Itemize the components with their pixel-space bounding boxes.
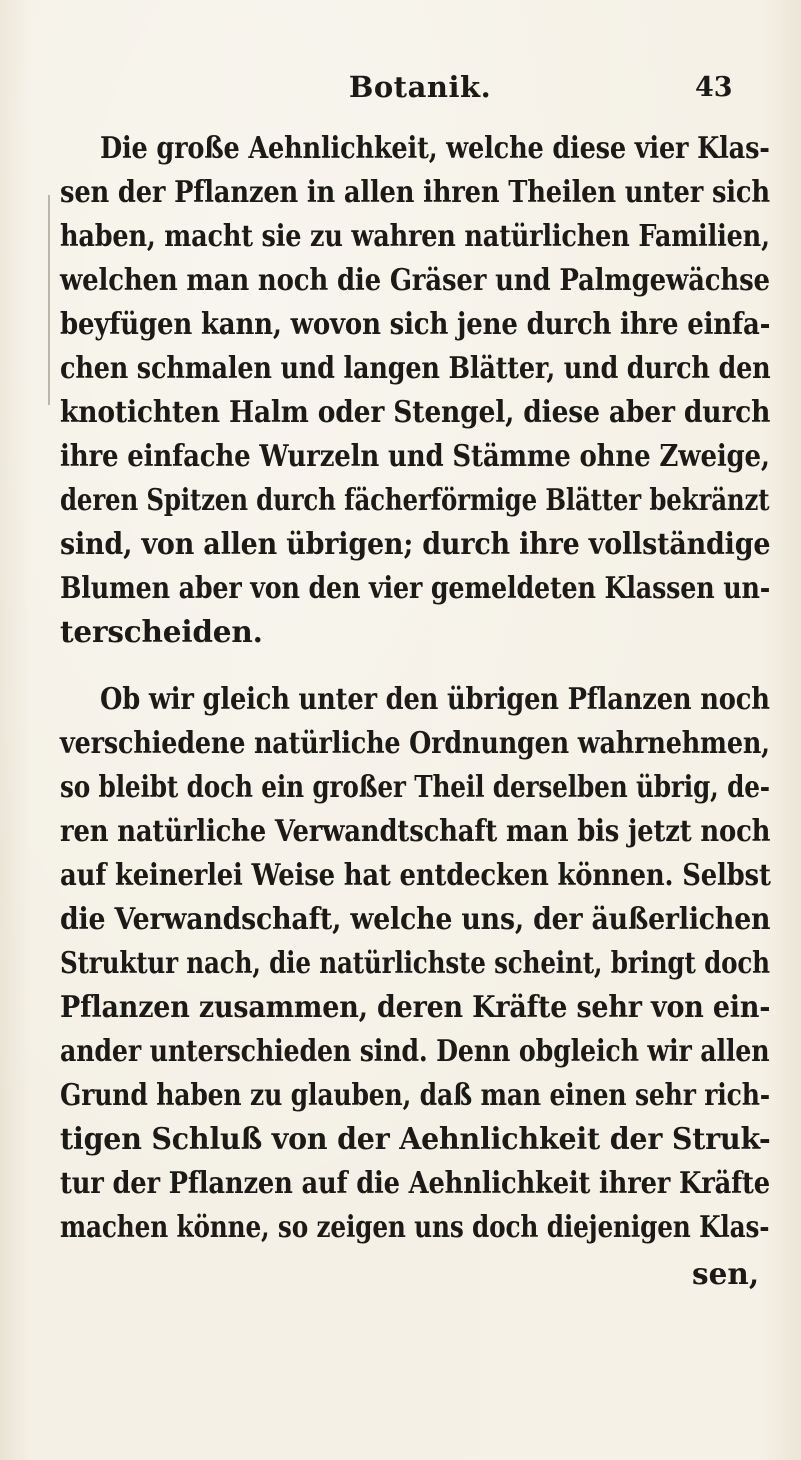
text-line: ander unterschieden sind. Denn obgleich wir allen (60, 1033, 770, 1068)
text-line: so bleibt doch ein großer Theil derselben übrig, de- (60, 769, 770, 804)
text-line: Ob wir gleich unter den übrigen Pflanzen noch (100, 681, 770, 716)
text-line: ihre einfache Wurzeln und Stämme ohne Zweige, (60, 438, 770, 473)
text-line: terscheiden. (60, 614, 263, 649)
text-line: knotichten Halm oder Stengel, diese aber durch (60, 394, 771, 429)
text-line: haben, macht sie zu wahren natürlichen Familien, (60, 218, 770, 253)
text-line: Die große Aehnlichkeit, welche diese vier Klas- (100, 130, 770, 165)
page-number: 43 (695, 72, 733, 103)
text-line: Struktur nach, die natürlichste scheint, bringt doch (60, 945, 770, 980)
text-line: welchen man noch die Gräser und Palmgewächse (60, 262, 770, 297)
text-line: Blumen aber von den vier gemeldeten Klassen un- (60, 570, 771, 605)
catchword: sen, (692, 1256, 760, 1291)
text-line: Pflanzen zusammen, deren Kräfte sehr von ein- (60, 989, 771, 1024)
text-line: die Verwandschaft, welche uns, der äußerlichen (60, 901, 771, 936)
text-line: chen schmalen und langen Blätter, und durch den (60, 350, 771, 385)
running-title: Botanik. (348, 70, 492, 104)
text-line: verschiedene natürliche Ordnungen wahrnehmen, (60, 725, 770, 760)
text-line: auf keinerlei Weise hat entdecken können. Selbst (60, 857, 771, 892)
text-line: beyfügen kann, wovon sich jene durch ihre einfa- (60, 306, 771, 341)
text-line: tur der Pflanzen auf die Aehnlichkeit ihrer Kräfte (60, 1165, 770, 1200)
text-line: Grund haben zu glauben, daß man einen sehr rich- (60, 1077, 771, 1112)
text-line: sen der Pflanzen in allen ihren Theilen unter sich (60, 174, 770, 209)
text-line: tigen Schluß von der Aehnlichkeit der Struk- (60, 1121, 771, 1156)
text-line: sind, von allen übrigen; durch ihre vollständige (60, 526, 771, 561)
text-line: ren natürliche Verwandtschaft man bis jetzt noch (60, 813, 771, 848)
text-line: machen könne, so zeigen uns doch diejenigen Klas- (60, 1209, 770, 1244)
text-line: deren Spitzen durch fächerförmige Blätter bekränzt (60, 482, 770, 517)
